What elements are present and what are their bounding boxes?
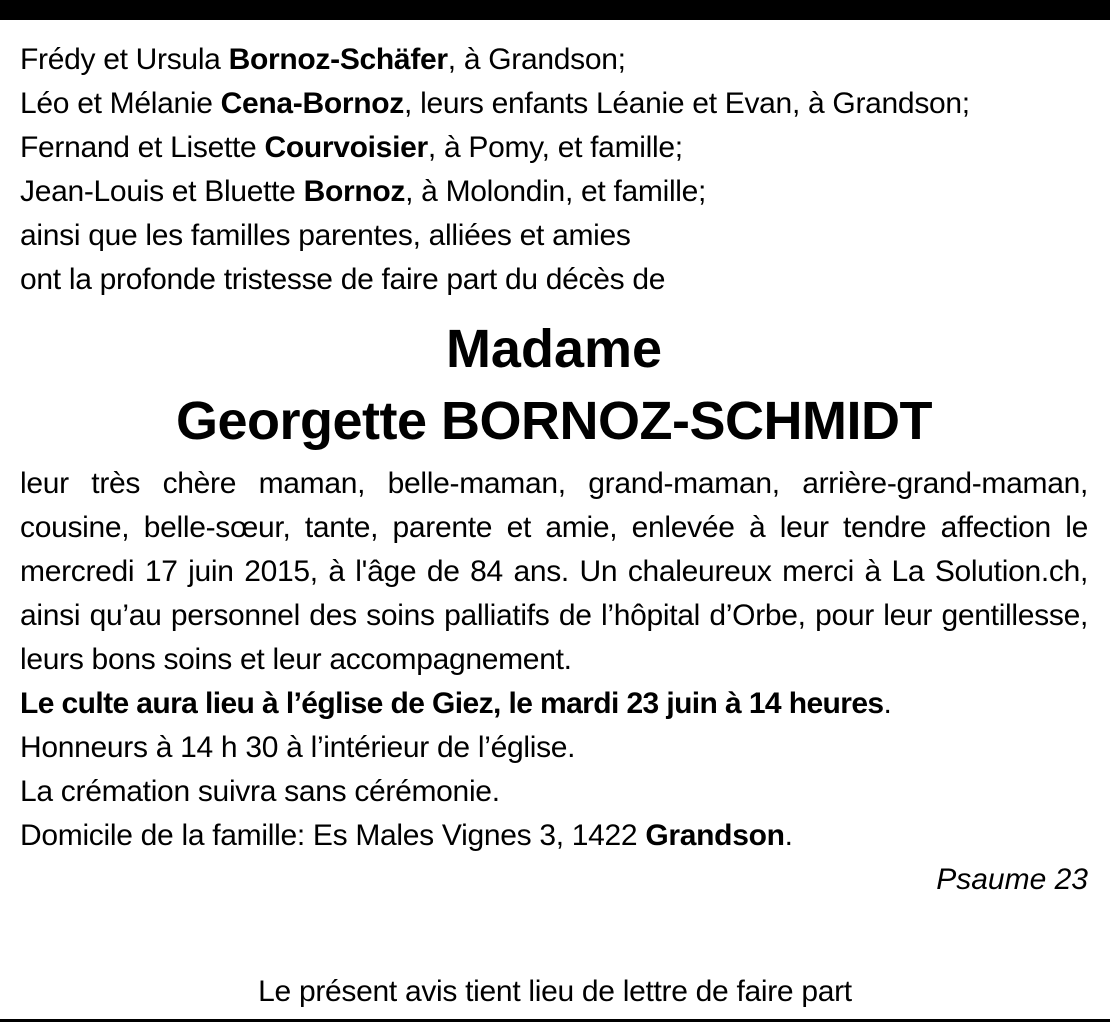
- family-members: Jean-Louis et Bluette: [20, 175, 304, 208]
- ceremony-info: Le culte aura lieu à l’église de Giez, le mardi 23 juin à 14 heures: [20, 687, 884, 720]
- announcement-line: ont la profonde tristesse de faire part du décès de: [20, 263, 666, 296]
- family-members: Frédy et Ursula: [20, 43, 229, 76]
- family-location: , à Pomy, et famille;: [427, 131, 683, 164]
- psalm-reference: Psaume 23: [936, 863, 1088, 896]
- family-location: , à Grandson;: [447, 43, 626, 76]
- ceremony-details: [20, 726, 1088, 858]
- obituary-notice: [20, 38, 1088, 902]
- domicile-line: [20, 814, 1088, 858]
- domicile-address: Domicile de la famille: Es Males Vignes 3, 1422: [20, 819, 646, 852]
- family-line: [20, 170, 1088, 214]
- family-surname: Courvoisier: [264, 131, 428, 164]
- family-line: [20, 82, 1088, 126]
- domicile-period: .: [784, 819, 793, 852]
- cremation-line: La crémation suivra sans cérémonie.: [20, 775, 500, 808]
- family-line: [20, 126, 1088, 170]
- deceased-title: Madame: [445, 319, 663, 379]
- obituary-body: leur très chère maman, belle-maman, grand-maman, arrière-grand-maman, cousine, belle-sœur, tante, parente et amie, enlevée à leur tendre affection le mercredi 17 juin 2015, à l'âge de 84 ans. Un chaleureux merci à La Solution.ch, ainsi qu’au personnel des soins palliatifs de l’hôpital d’Orbe, pour leur gentillesse, leurs bons soins et leur accompagnement.: [20, 467, 1088, 676]
- extended-family-line: ainsi que les familles parentes, alliées et amies: [20, 219, 631, 252]
- family-location: , à Molondin, et famille;: [405, 175, 707, 208]
- family-members: Léo et Mélanie: [20, 87, 221, 120]
- family-location: , leurs enfants Léanie et Evan, à Grandson;: [404, 87, 970, 120]
- domicile-city: Grandson: [645, 819, 785, 852]
- bottom-rule: [0, 1019, 1110, 1022]
- deceased-name: Georgette BORNOZ-SCHMIDT: [176, 391, 932, 451]
- family-list: [20, 38, 1088, 302]
- footer-note: Le présent avis tient lieu de lettre de faire part: [258, 975, 852, 1008]
- honours-line: Honneurs à 14 h 30 à l’intérieur de l’église.: [20, 731, 576, 764]
- family-surname: Bornoz: [303, 175, 406, 208]
- top-rule: [0, 0, 1110, 20]
- ceremony-period: .: [883, 687, 892, 720]
- family-members: Fernand et Lisette: [20, 131, 265, 164]
- ceremony-line: [20, 682, 1088, 726]
- family-line: [20, 38, 1088, 82]
- family-surname: Cena-Bornoz: [220, 87, 405, 120]
- family-surname: Bornoz-Schäfer: [228, 43, 448, 76]
